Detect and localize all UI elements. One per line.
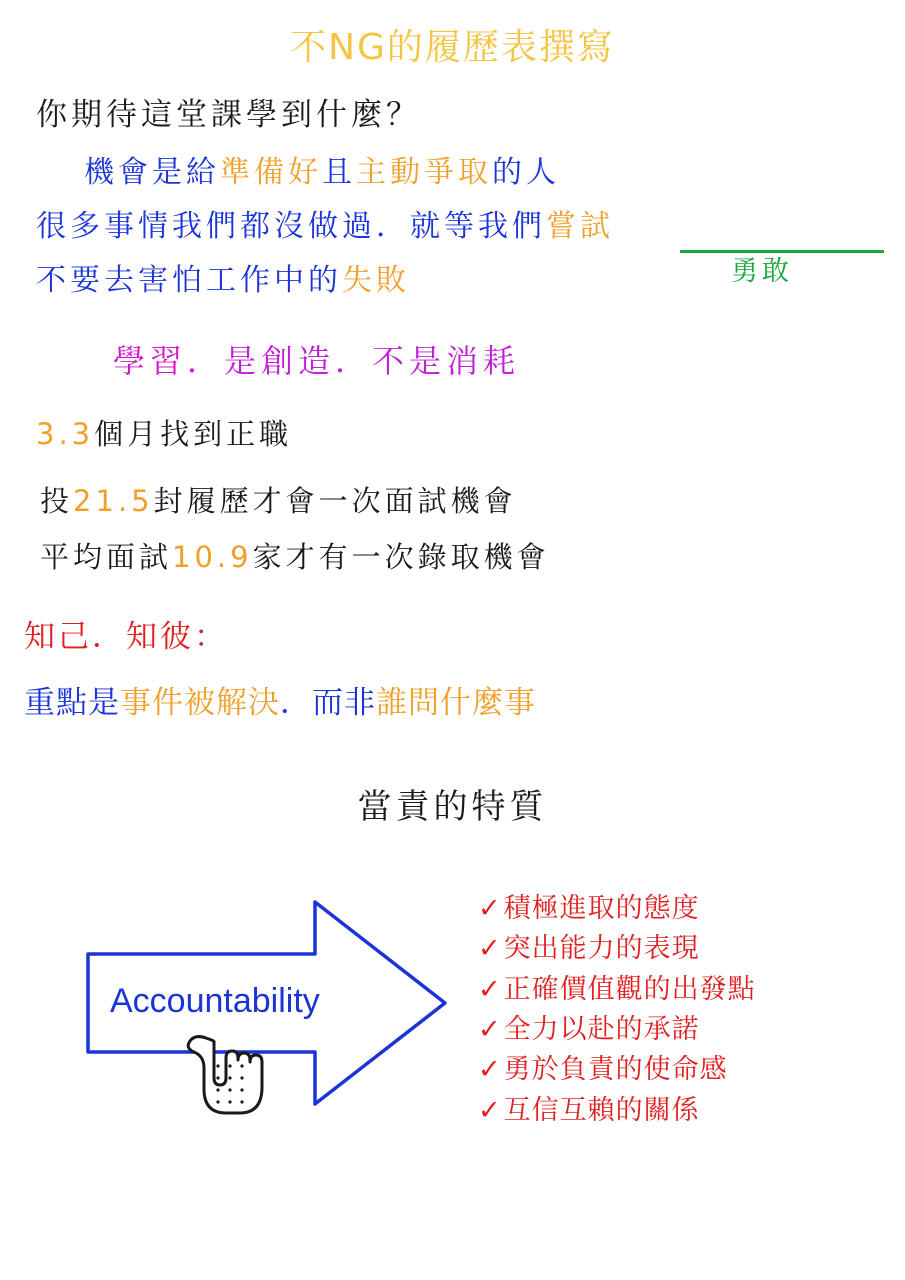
try-line-part-1: 很多事情我們都沒做過．就等 — [36, 209, 478, 244]
stat-interviews-prefix: 平均面試 — [40, 540, 173, 574]
learning-line-part-2: 是創造． — [224, 342, 373, 380]
check-icon: ✓ — [478, 973, 502, 1005]
stat-months-text: 個月找到正職 — [94, 417, 293, 451]
list-item — [478, 1094, 878, 1126]
check-icon: ✓ — [478, 933, 502, 965]
list-item-label: 互信互賴的關係 — [503, 1094, 700, 1126]
opportunity-line — [84, 155, 560, 190]
list-item-label: 積極進取的態度 — [503, 893, 700, 924]
opportunity-line-part-4: 主動爭取 — [356, 155, 492, 190]
section-heading: 當責的特質 — [357, 787, 548, 827]
key-point-part-4: 誰問什麼事 — [376, 685, 536, 721]
arrow-label: Accountability — [110, 982, 320, 1020]
list-item — [478, 1056, 878, 1084]
hand-pointer-icon — [188, 1037, 262, 1113]
list-item — [478, 1016, 878, 1044]
learning-line — [113, 342, 521, 380]
accountability-checklist — [478, 895, 878, 1137]
fear-line — [36, 263, 410, 298]
stat-line-resumes — [40, 484, 517, 518]
key-point-part-1: 重點是 — [24, 685, 120, 721]
try-line — [36, 209, 614, 244]
check-icon: ✓ — [478, 1014, 502, 1046]
stat-resumes-value: 21.5 — [73, 484, 154, 518]
question-line: 你期待這堂課學到什麼？ — [36, 97, 421, 133]
list-item-label: 正確價值觀的出發點 — [503, 973, 756, 1005]
stat-interviews-value: 10.9 — [172, 540, 253, 574]
brave-note: 勇敢 — [731, 256, 793, 287]
opportunity-line-part-2: 準備好 — [220, 155, 322, 190]
key-point-line — [24, 685, 536, 721]
list-item-label: 突出能力的表現 — [503, 933, 700, 965]
list-item-label: 全力以赴的承諾 — [503, 1014, 700, 1046]
accountability-arrow-graphic — [70, 890, 470, 1120]
opportunity-line-part-1: 機會是給 — [84, 155, 220, 190]
list-item — [478, 935, 878, 963]
stat-line-months — [36, 417, 293, 451]
learning-line-part-1: 學習． — [113, 342, 225, 380]
try-line-part-2: 我們 — [478, 209, 546, 244]
stat-interviews-text: 家才有一次錄取機會 — [252, 540, 550, 574]
opportunity-line-part-3: 且 — [322, 155, 356, 190]
check-icon: ✓ — [478, 893, 502, 924]
fear-line-part-2: 失敗 — [342, 263, 410, 298]
page-title: 不NG的履歷表撰寫 — [290, 27, 615, 68]
check-icon: ✓ — [478, 1054, 502, 1086]
list-item — [478, 895, 878, 923]
fear-line-part-1: 不要去害怕工作中的 — [36, 263, 342, 298]
green-underline — [680, 250, 884, 253]
key-point-part-2: 事件被解決 — [120, 685, 280, 721]
stat-resumes-text: 封履歷才會一次面試機會 — [153, 484, 517, 518]
stat-months-value: 3.3 — [36, 417, 95, 451]
try-line-part-3: 嘗試 — [546, 209, 614, 244]
stat-resumes-prefix: 投 — [40, 484, 74, 518]
stat-line-interviews — [40, 540, 550, 574]
learning-line-part-3: 不是消耗 — [372, 342, 521, 380]
know-self-line: 知己．知彼： — [24, 619, 228, 655]
key-point-part-3: ．而非 — [280, 685, 376, 721]
list-item-label: 勇於負責的使命感 — [503, 1054, 728, 1086]
check-icon: ✓ — [478, 1094, 502, 1126]
opportunity-line-part-5: 的人 — [492, 155, 560, 190]
list-item — [478, 973, 878, 1005]
